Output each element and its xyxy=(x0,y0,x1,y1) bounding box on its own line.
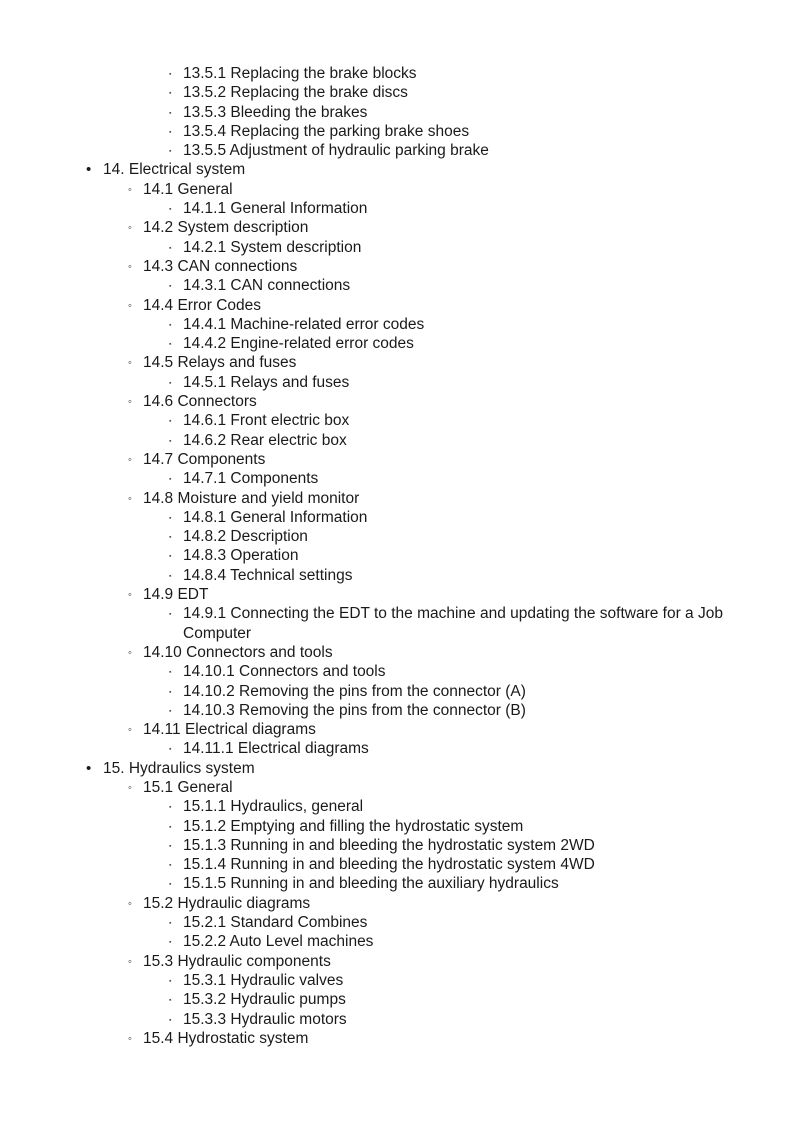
toc-subsection-item[interactable] xyxy=(0,431,794,450)
toc-section-item[interactable] xyxy=(0,180,794,199)
toc-entry-label: 14.11.1 Electrical diagrams xyxy=(183,740,369,758)
toc-entry-label: 14.1.1 General Information xyxy=(183,200,368,218)
toc-subsection-item[interactable] xyxy=(0,701,794,720)
toc-subsection-item[interactable] xyxy=(0,566,794,585)
toc-subsection-item[interactable] xyxy=(0,797,794,816)
toc-section-item[interactable] xyxy=(0,894,794,913)
toc-subsection-item[interactable] xyxy=(0,411,794,430)
toc-entry-label: 14.4.2 Engine-related error codes xyxy=(183,335,414,353)
toc-subsection-item[interactable] xyxy=(0,238,794,257)
bullet-icon xyxy=(128,257,132,278)
toc-subsection-item[interactable] xyxy=(0,122,794,141)
toc-entry-label: 14.6 Connectors xyxy=(143,393,257,411)
toc-subsection-item[interactable] xyxy=(0,874,794,893)
toc-subsection-item[interactable] xyxy=(0,913,794,932)
toc-subsection-item[interactable] xyxy=(0,527,794,546)
toc-subsection-item[interactable] xyxy=(0,836,794,855)
table-of-contents xyxy=(0,64,794,1048)
toc-section-item[interactable] xyxy=(0,296,794,315)
toc-entry-label: 14.5 Relays and fuses xyxy=(143,354,297,372)
toc-subsection-item[interactable] xyxy=(0,373,794,392)
toc-entry-label: 14.8 Moisture and yield monitor xyxy=(143,489,360,507)
toc-subsection-item[interactable] xyxy=(0,315,794,334)
bullet-icon xyxy=(128,392,132,413)
bullet-icon xyxy=(169,604,171,626)
toc-subsection-item[interactable] xyxy=(0,971,794,990)
toc-entry-label: 14.4.1 Machine-related error codes xyxy=(183,315,425,333)
toc-subsection-item[interactable] xyxy=(0,83,794,102)
toc-entry-label: 15.1.4 Running in and bleeding the hydrostatic system 4WD xyxy=(183,856,595,874)
toc-entry-label: 14.5.1 Relays and fuses xyxy=(183,373,350,391)
toc-entry-label: 14.2 System description xyxy=(143,219,309,237)
toc-section-item[interactable] xyxy=(0,489,794,508)
toc-subsection-item[interactable] xyxy=(0,334,794,353)
toc-subsection-item[interactable] xyxy=(0,276,794,295)
bullet-icon xyxy=(86,160,91,179)
toc-subsection-item[interactable] xyxy=(0,817,794,836)
toc-section-item[interactable] xyxy=(0,353,794,372)
toc-subsection-item[interactable] xyxy=(0,990,794,1009)
toc-chapter-item[interactable] xyxy=(0,160,794,179)
toc-entry-label: 14.7 Components xyxy=(143,450,266,468)
toc-entry-label: 15.1.2 Emptying and filling the hydrostatic system xyxy=(183,817,524,835)
toc-entry-label: 14.10 Connectors and tools xyxy=(143,643,333,661)
toc-entry-label: 14.1 General xyxy=(143,180,233,198)
toc-subsection-item[interactable] xyxy=(0,199,794,218)
toc-entry-label: 13.5.1 Replacing the brake blocks xyxy=(183,65,417,82)
toc-entry-label: 15.4 Hydrostatic system xyxy=(143,1029,309,1047)
toc-subsection-item[interactable] xyxy=(0,1010,794,1029)
bullet-icon xyxy=(128,585,132,606)
bullet-icon xyxy=(128,180,132,201)
toc-entry-label: 15.3.3 Hydraulic motors xyxy=(183,1010,347,1028)
toc-entry-label: 15.3.2 Hydraulic pumps xyxy=(183,991,346,1009)
toc-entry-label: 14.2.1 System description xyxy=(183,238,362,256)
toc-entry-label: 14.8.2 Description xyxy=(183,528,308,546)
toc-entry-label: 14. Electrical system xyxy=(103,161,246,179)
toc-subsection-item[interactable] xyxy=(0,932,794,951)
toc-entry-label: 14.3.1 CAN connections xyxy=(183,277,351,295)
toc-entry-label: 14.10.3 Removing the pins from the connector (B) xyxy=(183,701,526,719)
toc-section-item[interactable] xyxy=(0,720,794,739)
bullet-icon xyxy=(128,450,132,471)
toc-subsection-item[interactable] xyxy=(0,546,794,565)
toc-entry-label: 14.7.1 Components xyxy=(183,470,319,488)
toc-entry-label: 15.2 Hydraulic diagrams xyxy=(143,894,311,912)
toc-entry-label: 14.11 Electrical diagrams xyxy=(143,721,316,739)
toc-entry-label: 15.1.3 Running in and bleeding the hydrostatic system 2WD xyxy=(183,836,595,854)
toc-entry-label: 14.10.2 Removing the pins from the connector (A) xyxy=(183,682,526,700)
toc-entry-label: 14.3 CAN connections xyxy=(143,257,298,275)
toc-entry-label: 13.5.3 Bleeding the brakes xyxy=(183,103,368,121)
toc-section-item[interactable] xyxy=(0,392,794,411)
toc-entry-label: 14.8.3 Operation xyxy=(183,547,299,565)
toc-entry-label: 15.1.5 Running in and bleeding the auxiliary hydraulics xyxy=(183,875,559,893)
toc-entry-label: 14.6.2 Rear electric box xyxy=(183,431,347,449)
bullet-icon xyxy=(128,720,132,741)
toc-entry-label: 15.3.1 Hydraulic valves xyxy=(183,971,344,989)
bullet-icon xyxy=(128,218,132,239)
toc-entry-label: 15.1 General xyxy=(143,778,233,796)
toc-entry-label: 14.9 EDT xyxy=(143,586,209,604)
toc-section-item[interactable] xyxy=(0,643,794,662)
toc-entry-label: 15.2.2 Auto Level machines xyxy=(183,933,374,951)
toc-subsection-item[interactable] xyxy=(0,141,794,160)
toc-entry-label: 15.1.1 Hydraulics, general xyxy=(183,798,364,816)
toc-subsection-item[interactable] xyxy=(0,64,794,83)
bullet-icon xyxy=(128,643,132,664)
toc-entry-label: 14.8.1 General Information xyxy=(183,508,368,526)
bullet-icon xyxy=(128,353,132,374)
toc-entry-label: 14.8.4 Technical settings xyxy=(183,566,353,584)
toc-entry-label: 14.4 Error Codes xyxy=(143,296,262,314)
toc-subsection-item[interactable] xyxy=(0,682,794,701)
toc-subsection-item[interactable] xyxy=(0,508,794,527)
bullet-icon xyxy=(128,894,132,915)
toc-section-item[interactable] xyxy=(0,585,794,604)
bullet-icon xyxy=(128,952,132,973)
toc-section-item[interactable] xyxy=(0,778,794,797)
bullet-icon xyxy=(128,489,132,510)
toc-entry-label: 15.3 Hydraulic components xyxy=(143,952,331,970)
toc-entry-label: 14.9.1 Connecting the EDT to the machine and updating the software for a Job Computer xyxy=(183,605,723,642)
toc-section-item[interactable] xyxy=(0,218,794,237)
toc-subsection-item[interactable] xyxy=(0,469,794,488)
bullet-icon xyxy=(128,296,132,317)
toc-section-item[interactable] xyxy=(0,257,794,276)
toc-entry-label: 15.2.1 Standard Combines xyxy=(183,914,368,932)
toc-entry-label: 14.10.1 Connectors and tools xyxy=(183,663,386,681)
toc-subsection-item[interactable] xyxy=(0,662,794,681)
bullet-icon xyxy=(128,1029,132,1050)
toc-subsection-item[interactable] xyxy=(0,739,794,758)
bullet-icon xyxy=(86,759,91,778)
toc-section-item[interactable] xyxy=(0,450,794,469)
bullet-icon xyxy=(128,778,132,799)
toc-subsection-item[interactable] xyxy=(0,103,794,122)
toc-subsection-item[interactable] xyxy=(0,855,794,874)
toc-section-item[interactable] xyxy=(0,952,794,971)
toc-entry-label: 14.6.1 Front electric box xyxy=(183,412,350,430)
toc-entry-label: 13.5.4 Replacing the parking brake shoes xyxy=(183,122,470,140)
toc-entry-label: 15. Hydraulics system xyxy=(103,759,255,777)
toc-subsection-item[interactable] xyxy=(0,604,794,643)
toc-section-item[interactable] xyxy=(0,1029,794,1048)
toc-entry-label: 13.5.2 Replacing the brake discs xyxy=(183,84,408,102)
toc-chapter-item[interactable] xyxy=(0,759,794,778)
toc-entry-label: 13.5.5 Adjustment of hydraulic parking brake xyxy=(183,142,489,160)
